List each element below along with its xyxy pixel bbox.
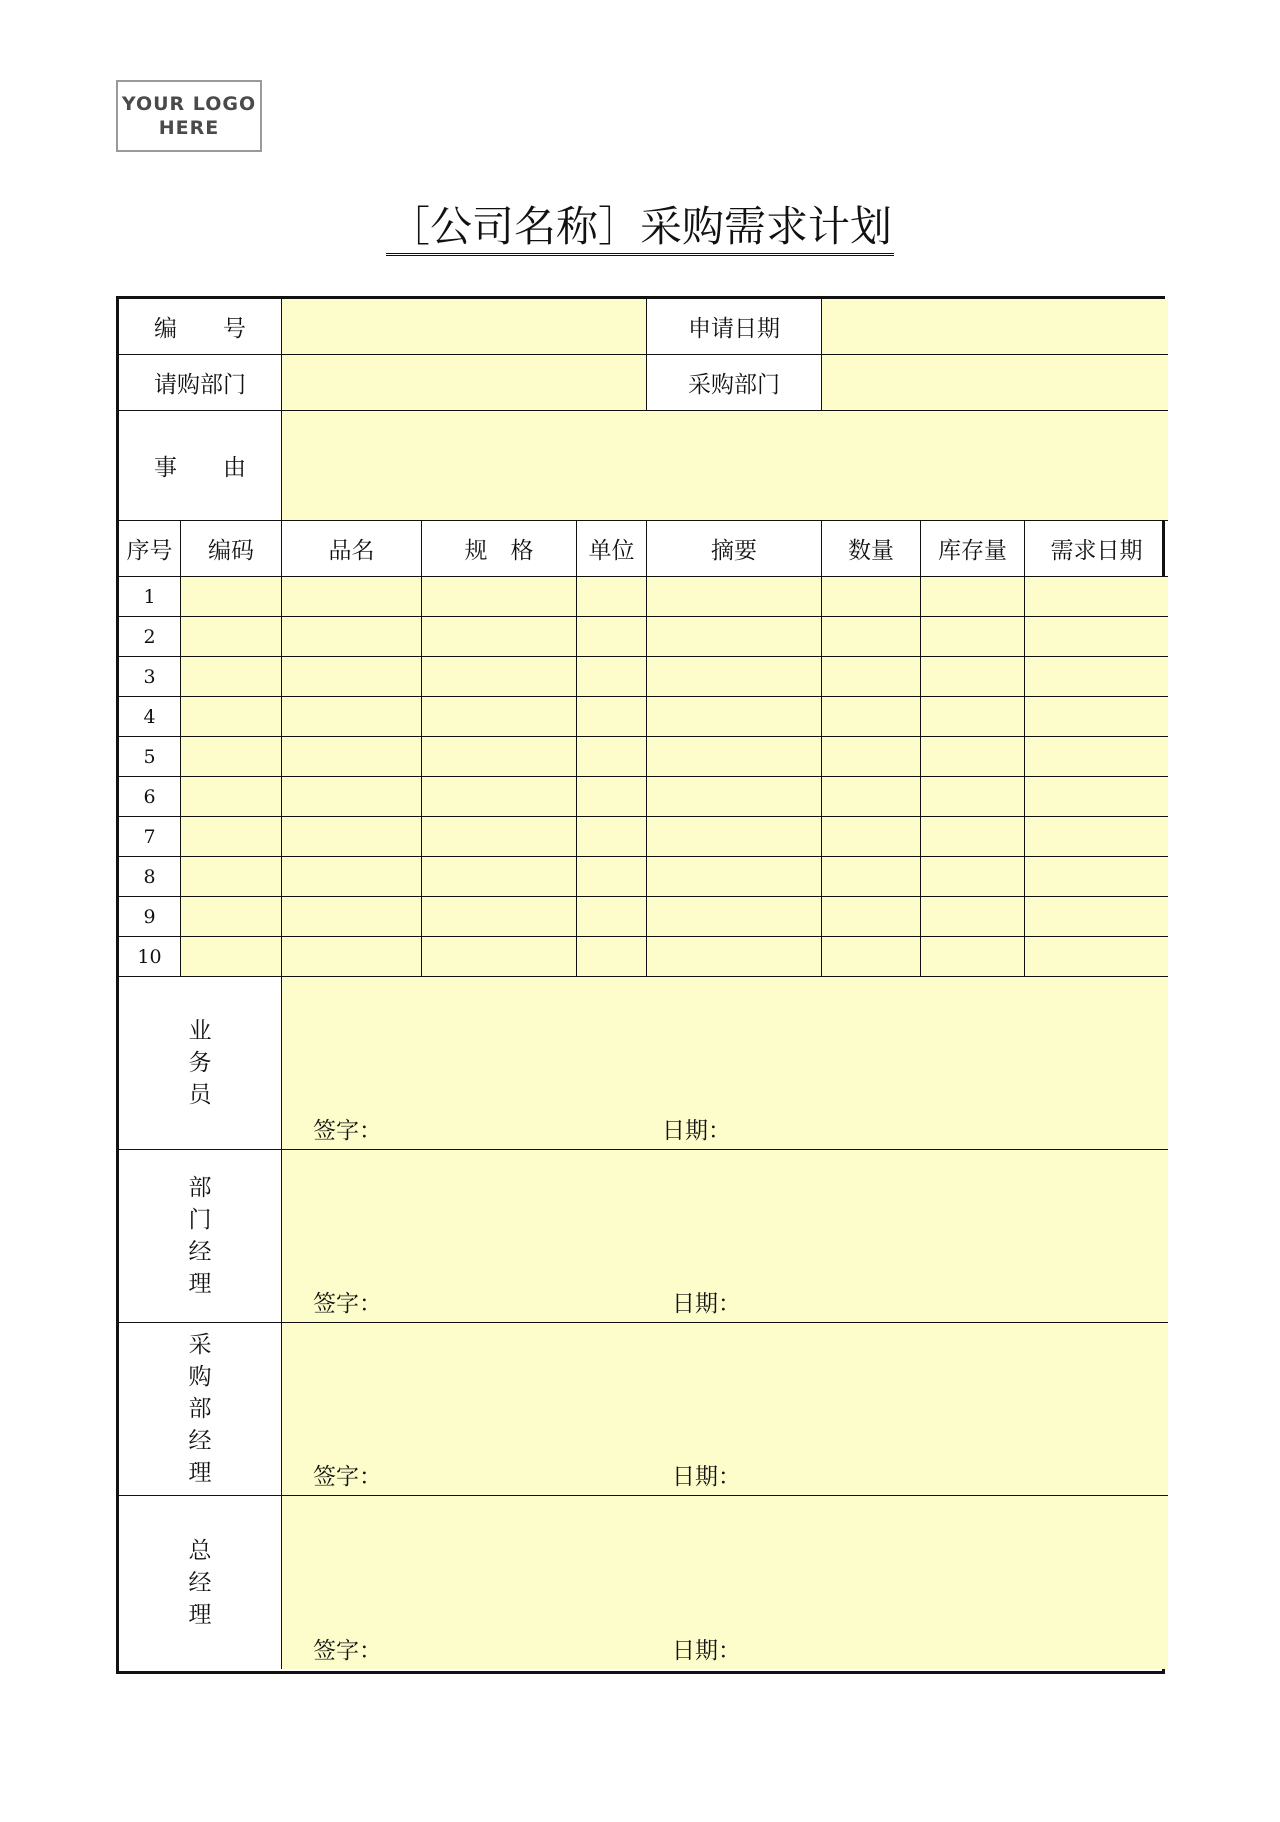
item-cell[interactable]	[577, 937, 647, 977]
item-cell[interactable]	[181, 857, 282, 897]
item-cell[interactable]	[822, 737, 921, 777]
signature-label: 签字：	[313, 1118, 382, 1144]
purchase-dept-label: 采购部门	[647, 355, 822, 411]
column-header: 库存量	[921, 521, 1025, 577]
item-cell[interactable]	[1025, 777, 1168, 817]
item-cell[interactable]	[822, 857, 921, 897]
item-cell[interactable]	[921, 897, 1025, 937]
item-cell[interactable]	[577, 857, 647, 897]
item-cell[interactable]	[282, 897, 422, 937]
approval-field[interactable]	[282, 1496, 1168, 1669]
item-cell[interactable]	[577, 617, 647, 657]
item-cell[interactable]	[181, 657, 282, 697]
item-cell[interactable]	[422, 777, 577, 817]
item-cell[interactable]	[822, 817, 921, 857]
item-cell[interactable]	[181, 697, 282, 737]
date-label: 日期：	[672, 1291, 741, 1317]
item-cell[interactable]	[822, 697, 921, 737]
item-cell[interactable]	[422, 817, 577, 857]
item-cell[interactable]	[181, 897, 282, 937]
approval-label-char: 部	[188, 1175, 212, 1201]
row-number: 5	[119, 737, 181, 777]
item-cell[interactable]	[282, 777, 422, 817]
item-cell[interactable]	[647, 937, 822, 977]
item-cell[interactable]	[282, 697, 422, 737]
item-cell[interactable]	[577, 657, 647, 697]
date-label: 日期：	[672, 1464, 741, 1490]
column-header: 摘要	[647, 521, 822, 577]
logo-text-line2: HERE	[158, 117, 220, 139]
item-cell[interactable]	[422, 577, 577, 617]
column-header: 单位	[577, 521, 647, 577]
item-cell[interactable]	[647, 697, 822, 737]
item-cell[interactable]	[921, 697, 1025, 737]
item-cell[interactable]	[921, 737, 1025, 777]
item-cell[interactable]	[422, 617, 577, 657]
item-cell[interactable]	[577, 737, 647, 777]
row-number: 8	[119, 857, 181, 897]
item-cell[interactable]	[282, 617, 422, 657]
item-cell[interactable]	[181, 737, 282, 777]
approval-field[interactable]	[282, 1150, 1168, 1323]
approval-label-char: 采	[188, 1332, 212, 1358]
column-header: 数量	[822, 521, 921, 577]
approval-label	[119, 1496, 282, 1669]
logo-placeholder	[116, 80, 262, 152]
item-cell[interactable]	[1025, 577, 1168, 617]
apply-date-field[interactable]	[822, 299, 1168, 355]
item-cell[interactable]	[422, 657, 577, 697]
item-cell[interactable]	[921, 937, 1025, 977]
signature-label: 签字：	[313, 1464, 382, 1490]
item-cell[interactable]	[282, 737, 422, 777]
row-number: 4	[119, 697, 181, 737]
item-cell[interactable]	[577, 697, 647, 737]
row-number: 7	[119, 817, 181, 857]
approval-label	[119, 1323, 282, 1496]
item-cell[interactable]	[822, 897, 921, 937]
item-cell[interactable]	[422, 697, 577, 737]
item-cell[interactable]	[822, 937, 921, 977]
number-label: 编 号	[119, 299, 282, 355]
item-cell[interactable]	[822, 577, 921, 617]
item-cell[interactable]	[181, 937, 282, 977]
purchase-form-table	[116, 296, 1165, 1674]
item-cell[interactable]	[181, 777, 282, 817]
item-cell[interactable]	[577, 817, 647, 857]
item-cell[interactable]	[1025, 617, 1168, 657]
column-header: 编码	[181, 521, 282, 577]
item-cell[interactable]	[1025, 657, 1168, 697]
item-cell[interactable]	[422, 737, 577, 777]
number-field[interactable]	[282, 299, 647, 355]
item-cell[interactable]	[577, 777, 647, 817]
item-cell[interactable]	[1025, 897, 1168, 937]
item-cell[interactable]	[822, 657, 921, 697]
item-cell[interactable]	[647, 817, 822, 857]
row-number: 10	[119, 937, 181, 977]
item-cell[interactable]	[1025, 817, 1168, 857]
item-cell[interactable]	[577, 577, 647, 617]
item-cell[interactable]	[282, 577, 422, 617]
item-cell[interactable]	[921, 857, 1025, 897]
item-cell[interactable]	[921, 777, 1025, 817]
item-cell[interactable]	[647, 577, 822, 617]
item-cell[interactable]	[647, 857, 822, 897]
approval-label-char: 经	[188, 1239, 212, 1265]
approval-label-char: 购	[188, 1364, 212, 1390]
item-cell[interactable]	[282, 857, 422, 897]
approval-label-char: 理	[188, 1460, 212, 1486]
approval-label	[119, 977, 282, 1150]
row-number: 2	[119, 617, 181, 657]
item-cell[interactable]	[422, 937, 577, 977]
reason-label: 事 由	[119, 411, 282, 521]
approval-label-char: 总	[188, 1537, 212, 1564]
item-cell[interactable]	[181, 577, 282, 617]
item-cell[interactable]	[282, 657, 422, 697]
column-header: 品名	[282, 521, 422, 577]
page-title: ［公司名称］采购需求计划	[0, 198, 1280, 256]
item-cell[interactable]	[921, 657, 1025, 697]
column-header: 序号	[119, 521, 181, 577]
date-label: 日期：	[672, 1638, 741, 1664]
item-cell[interactable]	[1025, 937, 1168, 977]
row-number: 1	[119, 577, 181, 617]
approval-label-char: 员	[188, 1082, 212, 1108]
row-number: 6	[119, 777, 181, 817]
column-header: 规 格	[422, 521, 577, 577]
row-number: 3	[119, 657, 181, 697]
item-cell[interactable]	[921, 577, 1025, 617]
item-cell[interactable]	[282, 817, 422, 857]
request-dept-label: 请购部门	[119, 355, 282, 411]
item-cell[interactable]	[577, 897, 647, 937]
logo-text-line1: YOUR LOGO	[121, 93, 257, 115]
item-cell[interactable]	[647, 737, 822, 777]
item-cell[interactable]	[422, 897, 577, 937]
approval-label-char: 经	[188, 1428, 212, 1454]
item-cell[interactable]	[647, 777, 822, 817]
date-label: 日期：	[662, 1118, 731, 1144]
item-cell[interactable]	[282, 937, 422, 977]
approval-label	[119, 1150, 282, 1323]
item-cell[interactable]	[822, 617, 921, 657]
item-cell[interactable]	[647, 617, 822, 657]
approval-field[interactable]	[282, 1323, 1168, 1496]
approval-label-char: 门	[188, 1207, 212, 1233]
approval-label-char: 业	[188, 1018, 212, 1044]
reason-field[interactable]	[282, 411, 1168, 521]
approval-label-char: 理	[188, 1601, 212, 1628]
approval-label-char: 务	[188, 1050, 212, 1076]
approval-label-char: 部	[188, 1396, 212, 1422]
item-cell[interactable]	[822, 777, 921, 817]
item-cell[interactable]	[647, 657, 822, 697]
item-cell[interactable]	[422, 857, 577, 897]
item-cell[interactable]	[1025, 697, 1168, 737]
apply-date-label: 申请日期	[647, 299, 822, 355]
item-cell[interactable]	[1025, 857, 1168, 897]
item-cell[interactable]	[921, 817, 1025, 857]
item-cell[interactable]	[181, 617, 282, 657]
signature-label: 签字：	[313, 1291, 382, 1317]
item-cell[interactable]	[181, 817, 282, 857]
row-number: 9	[119, 897, 181, 937]
approval-label-char: 经	[188, 1569, 212, 1596]
item-cell[interactable]	[921, 617, 1025, 657]
item-cell[interactable]	[647, 897, 822, 937]
signature-label: 签字：	[313, 1638, 382, 1664]
approval-label-char: 理	[188, 1271, 212, 1297]
purchase-dept-field[interactable]	[822, 355, 1168, 411]
column-header: 需求日期	[1025, 521, 1168, 577]
item-cell[interactable]	[1025, 737, 1168, 777]
request-dept-field[interactable]	[282, 355, 647, 411]
approval-field[interactable]	[282, 977, 1168, 1150]
